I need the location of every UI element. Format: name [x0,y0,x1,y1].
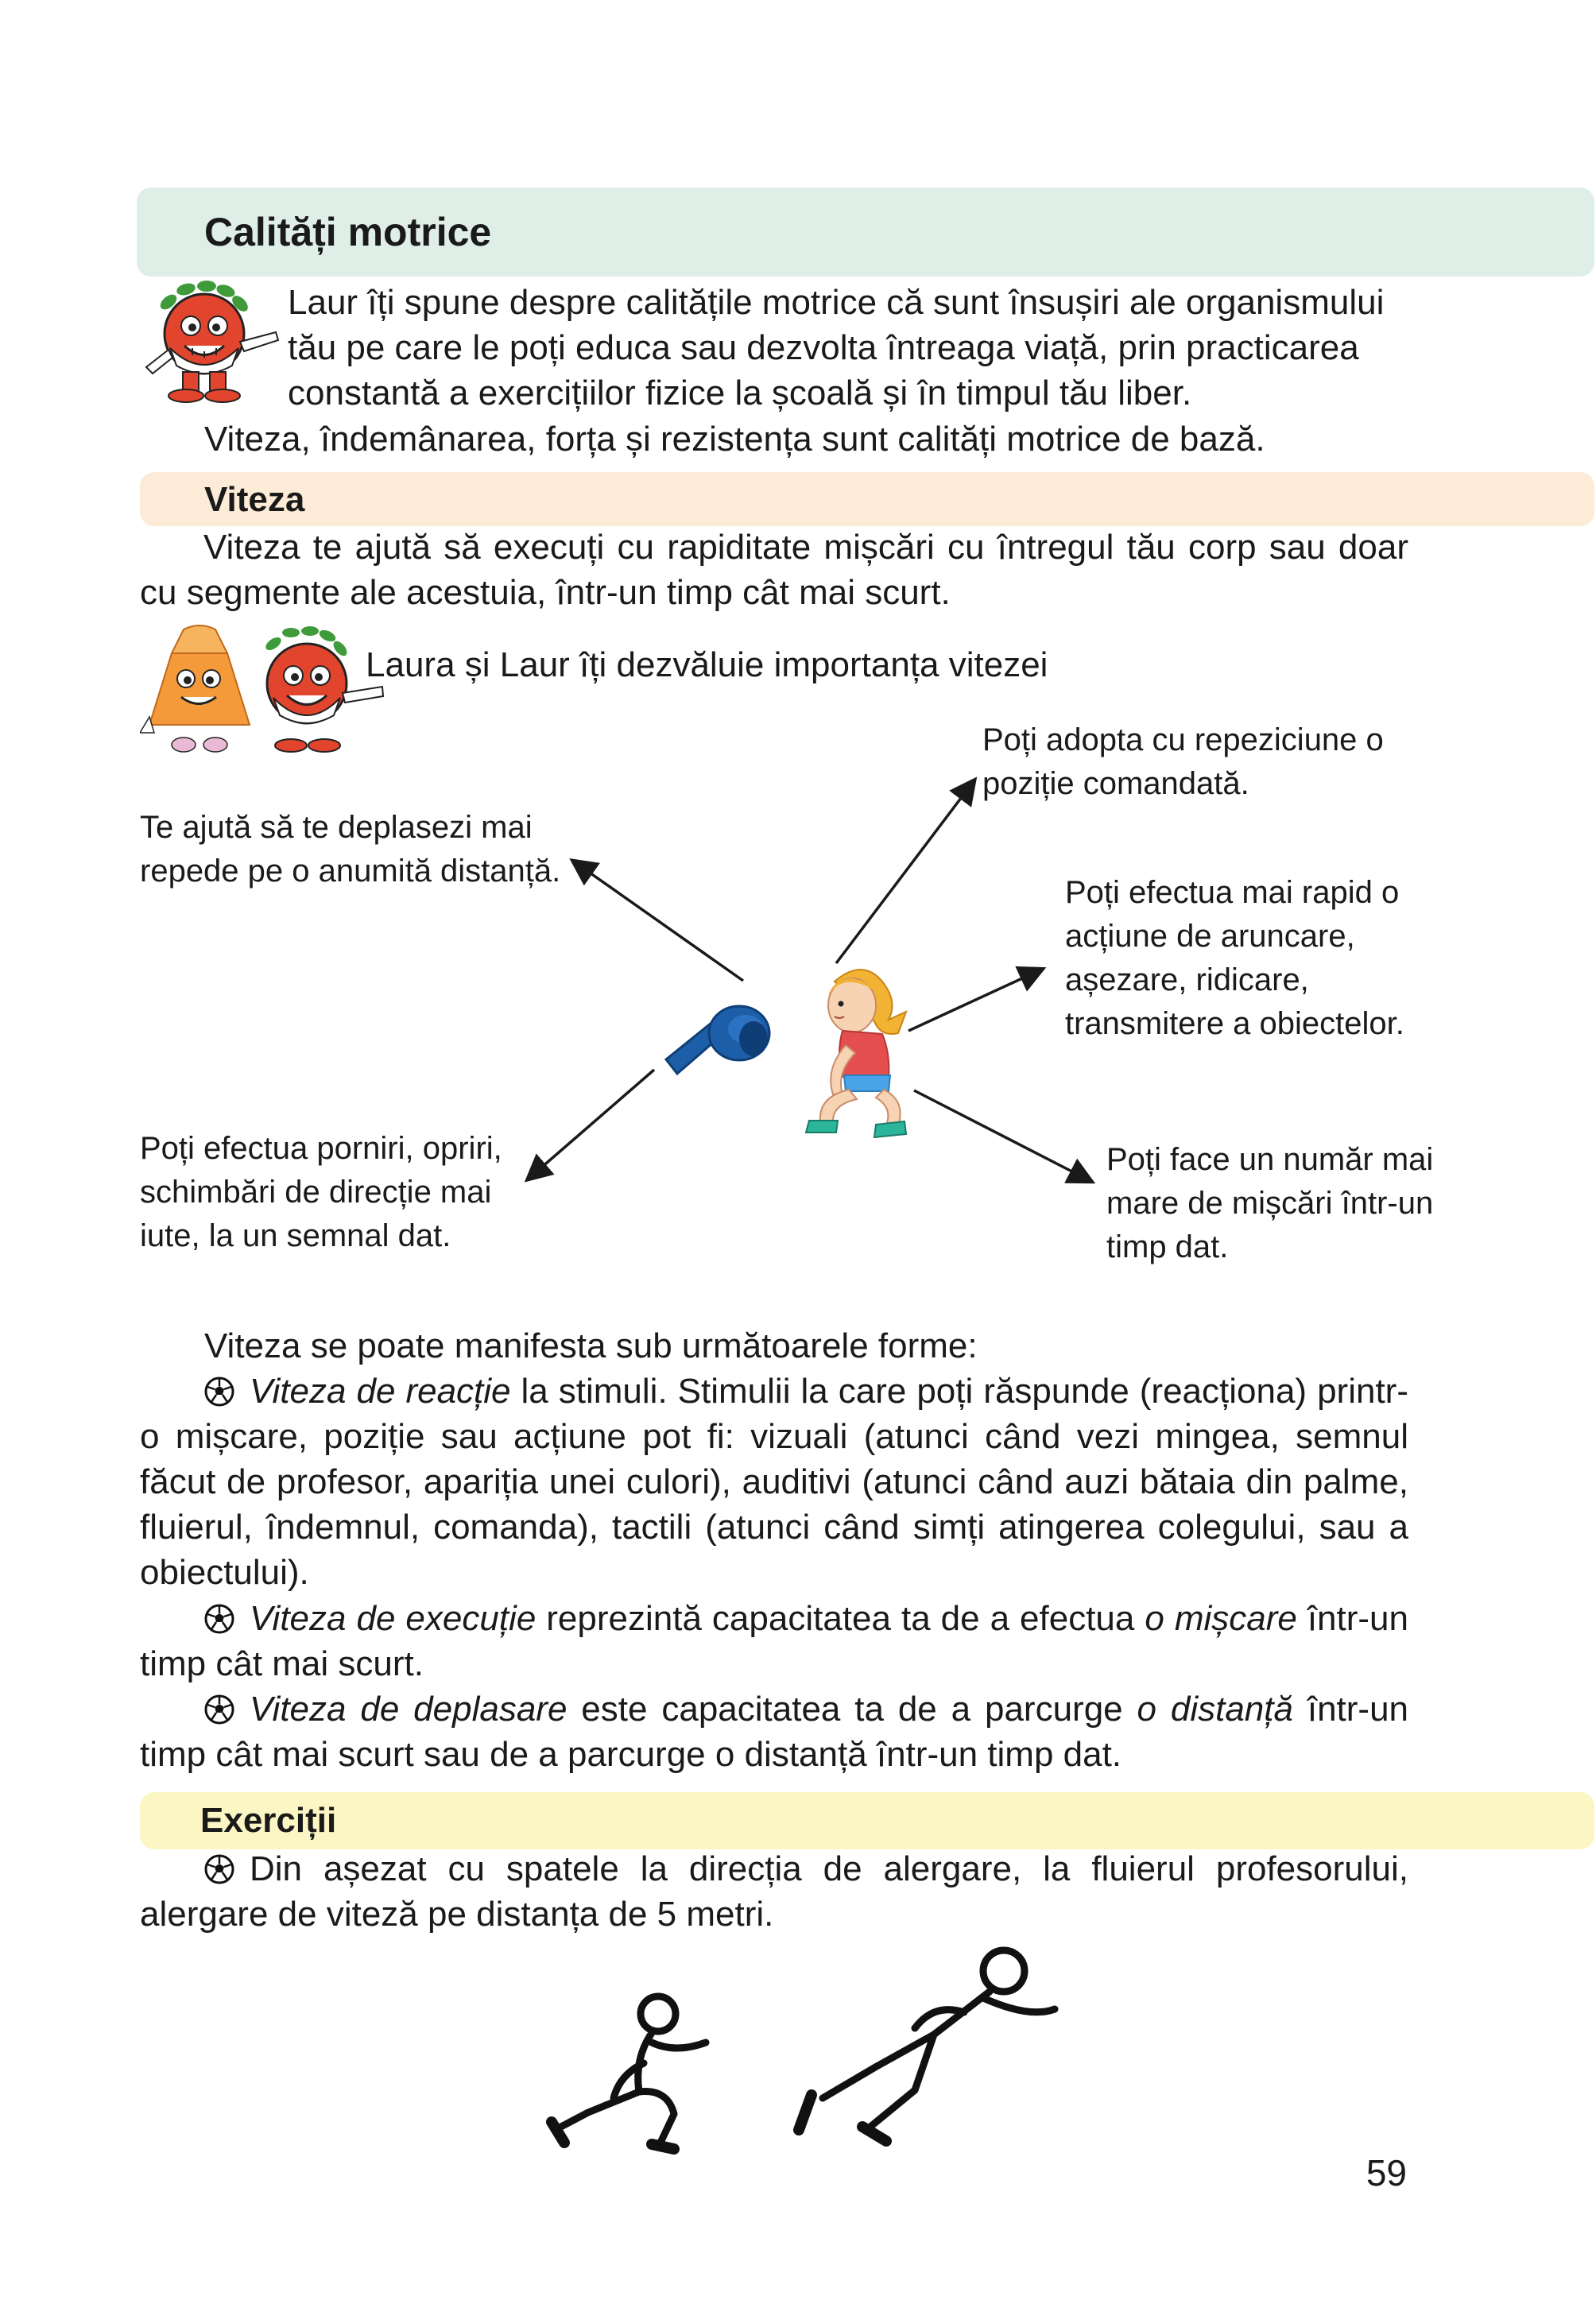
em-executie: o mișcare [1145,1599,1297,1638]
mascots-caption: Laura și Laur îți dezvăluie importanța vitezei [366,645,1048,684]
intro-text [288,280,1408,416]
viteza-band [140,472,1594,526]
intro-line-3: constantă a exercițiilor fizice la școală și în timpul tău liber. [288,374,1192,412]
arrow-top-right [836,781,974,963]
term-reactie: Viteza de reacție [250,1372,511,1411]
whistle-icon [660,997,779,1081]
section-title: Calități motrice [204,210,492,254]
intro-line-1: Laur îți spune despre calitățile motrice că sunt însușiri ale organismului [288,283,1385,322]
text-executie-1: reprezintă capacitatea ta de a efectua [536,1599,1145,1638]
forms-intro: Viteza se poate manifesta sub următoarele forme: [204,1326,978,1365]
text-reactie: la stimuli. Stimulii la care poți răspunde (reacționa) printr-o mișcare, poziție sau acțiune pot fi: vizuali (atunci când vezi mingea, semnul făcut de profesor, apariția unei culori), auditivi (atunci când auzi bătaia din palme, fluierul, îndemnul, comanda), tactili (atunci când simți atingerea colegului, sau a obiectului). [140,1372,1408,1592]
form-deplasare [140,1686,1408,1777]
soccer-ball-icon [203,1853,235,1885]
exercitii-text: Din așezat cu spatele la direcția de alergare, la fluierul profesorului, alergare de viteză pe distanța de 5 metri. [140,1849,1408,1934]
em-deplasare: o distanță [1137,1690,1293,1729]
laura-laur-mascots [140,621,394,757]
exercitii-item [140,1846,1408,1937]
exercitii-title: Exerciții [200,1801,337,1840]
text-executie-2: într-un timp cât mai scurt. [140,1599,1408,1683]
text-deplasare-1: este capacitatea ta de a parcurge [567,1690,1137,1729]
label-top-right: Poți adopta cu repeziciune o poziție comandată. [982,722,1384,801]
term-executie: Viteza de execuție [250,1599,537,1638]
sprinting-athlete [775,1939,1077,2154]
label-bottom-left: Poți efectua porniri, opriri, schimbări de direcție mai iute, la un semnal dat. [140,1131,502,1253]
sitting-athlete [540,1987,747,2162]
label-mid-right: Poți efectua mai rapid o acțiune de aruncare, așezare, ridicare, transmitere a obiectelor. [1065,875,1404,1041]
viteza-title: Viteza [204,480,305,519]
soccer-ball-icon [203,1694,235,1725]
exercitii-band [140,1792,1594,1849]
term-deplasare: Viteza de deplasare [250,1690,568,1729]
soccer-ball-icon [203,1376,235,1407]
crouching-girl [787,958,918,1148]
arrow-top-left [574,862,743,981]
label-top-left: Te ajută să te deplasezi mai repede pe o anumită distanță. [140,810,561,889]
text-deplasare-2: într-un timp cât mai scurt sau de a parcurge o distanță într-un timp dat. [140,1690,1409,1774]
page-number: 59 [1366,2152,1407,2194]
label-bottom-right: Poți face un număr mai mare de mișcări într-un timp dat. [1106,1142,1434,1264]
form-executie [140,1596,1408,1686]
intro-line-2: tău pe care le poți educa sau dezvolta întreaga viață, prin practicarea [288,328,1359,367]
soccer-ball-icon [203,1603,235,1635]
form-reactie [140,1369,1408,1595]
viteza-definition: Viteza te ajută să execuți cu rapiditate mișcări cu întregul tău corp sau doar cu segmente ale acestuia, într-un timp cât mai scurt. [140,528,1408,612]
arrow-mid-right [908,970,1041,1031]
laur-mascot [137,278,288,405]
arrow-bottom-left [529,1070,654,1179]
intro-summary: Viteza, îndemânarea, forța și rezistența sunt calități motrice de bază. [204,420,1265,459]
arrow-bottom-right [914,1090,1090,1181]
